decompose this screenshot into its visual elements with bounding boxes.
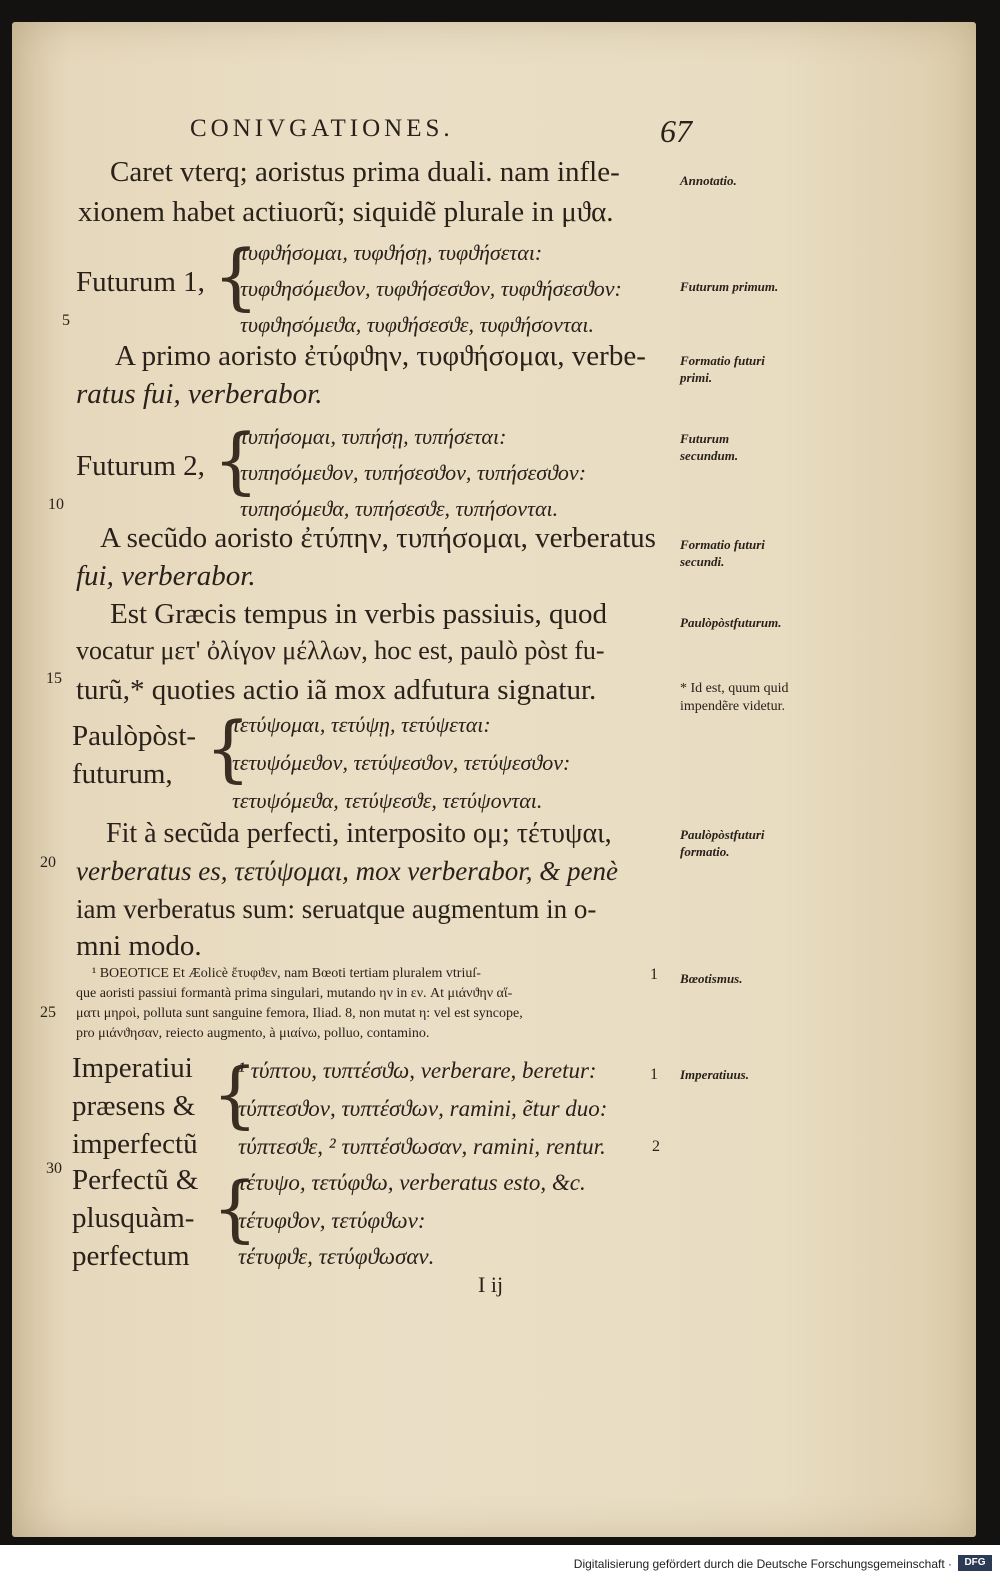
- paradigm-row: τέτυφϑον, τετύφϑων:: [238, 1208, 426, 1233]
- body-line: Fit à secũda perfecti, interposito ομ; τέτυψαι,: [106, 818, 612, 849]
- footnote-line: ¹ BOEOTICE Et Æolicè ἔτυφϑεν, nam Bœoti tertiam pluralem vtriuſ-: [92, 966, 481, 981]
- paradigm-row: τέτυφϑε, τετύφϑωσαν.: [238, 1244, 435, 1269]
- paradigm-label: Futurum 2,: [76, 450, 205, 482]
- paradigm-label: perfectum: [72, 1240, 190, 1272]
- margin-note: Futurum primum.: [680, 279, 779, 294]
- paradigm-row: τυπήσομαι, τυπήσῃ, τυπήσεται:: [240, 424, 507, 449]
- paradigm-row: τετυψόμεϑα, τετύψεσϑε, τετύψονται.: [232, 788, 543, 813]
- body-line: A primo aoristo ἐτύφϑην, τυφϑήσομαι, verbe-: [115, 340, 646, 372]
- paradigm-row: τυφϑησόμεϑον, τυφϑήσεσϑον, τυφϑήσεσϑον:: [240, 276, 622, 301]
- body-line: iam verberatus sum: seruatque augmentum in o-: [76, 894, 597, 924]
- brace-icon: {: [212, 1166, 258, 1250]
- paradigm-row: τύπτεσϑε, ² τυπτέσϑωσαν, ramini, rentur.: [238, 1134, 606, 1159]
- brace-icon: {: [213, 418, 259, 502]
- paradigm-row: τυπησόμεϑα, τυπήσεσϑε, τυπήσονται.: [240, 496, 559, 521]
- body-line: A secũdo aoristo ἐτύπην, τυπήσομαι, verberatus: [100, 522, 656, 554]
- line-number: 25: [40, 1004, 56, 1021]
- margin-note: Paulòpòstfuturi formatio.: [680, 827, 765, 859]
- paradigm-label: Futurum 1,: [76, 266, 205, 298]
- paradigm-label: Imperatiui: [72, 1052, 193, 1084]
- paradigm-row: τυφϑήσομαι, τυφϑήσῃ, τυφϑήσεται:: [240, 240, 543, 265]
- line-number: 15: [46, 670, 62, 687]
- paradigm-label: futurum,: [72, 758, 173, 790]
- margin-note: Formatio futuri primi.: [680, 353, 765, 385]
- paradigm-row: τετύψομαι, τετύψῃ, τετύψεται:: [232, 712, 491, 737]
- margin-note: Bœotismus.: [680, 971, 743, 986]
- paradigm-row: τύπτεσϑον, τυπτέσϑων, ramini, ẽtur duo:: [238, 1096, 608, 1121]
- brace-icon: {: [213, 234, 259, 318]
- paradigm-row: τέτυψο, τετύφϑω, verberatus esto, &c.: [238, 1170, 586, 1195]
- brace-icon: {: [212, 1052, 258, 1136]
- margin-number: 1: [650, 966, 658, 983]
- line-number: 20: [40, 854, 56, 871]
- signature-mark: I ij: [478, 1272, 504, 1297]
- paradigm-row: τυφϑησόμεϑα, τυφϑήσεσϑε, τυφϑήσονται.: [240, 312, 594, 337]
- margin-number: 1: [650, 1066, 658, 1083]
- body-line: ratus fui, verberabor.: [76, 378, 323, 410]
- paradigm-label: præsens &: [72, 1090, 196, 1122]
- footer-credit: Digitalisierung gefördert durch die Deutsche Forschungsgemeinschaft ·: [573, 1557, 952, 1571]
- paradigm-label: Perfectũ &: [72, 1164, 199, 1196]
- body-line: Caret vterq; aoristus prima duali. nam infle-: [110, 156, 620, 188]
- line-number: 10: [48, 496, 64, 513]
- footer-bar: [0, 1545, 1000, 1584]
- paradigm-label: plusquàm-: [72, 1202, 195, 1234]
- margin-number: 2: [652, 1138, 660, 1155]
- paradigm-label: Paulòpòst-: [72, 720, 197, 752]
- paradigm-label: imperfectũ: [72, 1128, 198, 1160]
- body-line: fui, verberabor.: [76, 560, 256, 592]
- dfg-logo-icon: DFG: [958, 1555, 992, 1571]
- footnote-line: ματι μηροὶ, polluta sunt sanguine femora, Iliad. 8, non mutat η: vel est syncope,: [76, 1006, 523, 1021]
- margin-note: Paulòpòstfuturum.: [680, 615, 782, 630]
- line-number: 5: [62, 312, 70, 329]
- body-line: Est Græcis tempus in verbis passiuis, quod: [110, 598, 608, 630]
- margin-note: * Id est, quum quid impendẽre videtur.: [680, 681, 789, 714]
- margin-note: Imperatiuus.: [680, 1067, 749, 1082]
- paradigm-row: τυπησόμεϑον, τυπήσεσϑον, τυπήσεσϑον:: [240, 460, 587, 485]
- margin-note: Formatio futuri secundi.: [680, 537, 765, 569]
- page-number: 67: [660, 113, 692, 149]
- margin-note: Futurum secundum.: [680, 431, 739, 463]
- body-line: turũ,* quoties actio iã mox adfutura signatur.: [76, 674, 597, 706]
- margin-note: Annotatio.: [680, 173, 737, 188]
- body-line: xionem habet actiuorũ; siquidẽ plurale in μϑα.: [78, 196, 614, 228]
- brace-icon: {: [205, 706, 251, 790]
- body-line: verberatus es, τετύψομαι, mox verberabor, & penè: [76, 856, 619, 886]
- paradigm-row: ¹ τύπτου, τυπτέσϑω, verberare, beretur:: [238, 1058, 597, 1083]
- body-line: vocatur μετ' ὀλίγον μέλλων, hoc est, paulò pòst fu-: [76, 636, 605, 665]
- paradigm-row: τετυψόμεϑον, τετύψεσϑον, τετύψεσϑον:: [232, 750, 571, 775]
- footnote-line: pro μιάνϑησαν, reiecto augmento, à μιαίνω, polluo, contamino.: [76, 1026, 430, 1041]
- running-title: CONIVGATIONES.: [190, 115, 454, 142]
- body-line: mni modo.: [76, 930, 202, 962]
- footnote-line: que aoristi passiui formantà prima singulari, mutando ην in εν. At μιάνϑην αἵ-: [76, 986, 513, 1001]
- line-number: 30: [46, 1160, 62, 1177]
